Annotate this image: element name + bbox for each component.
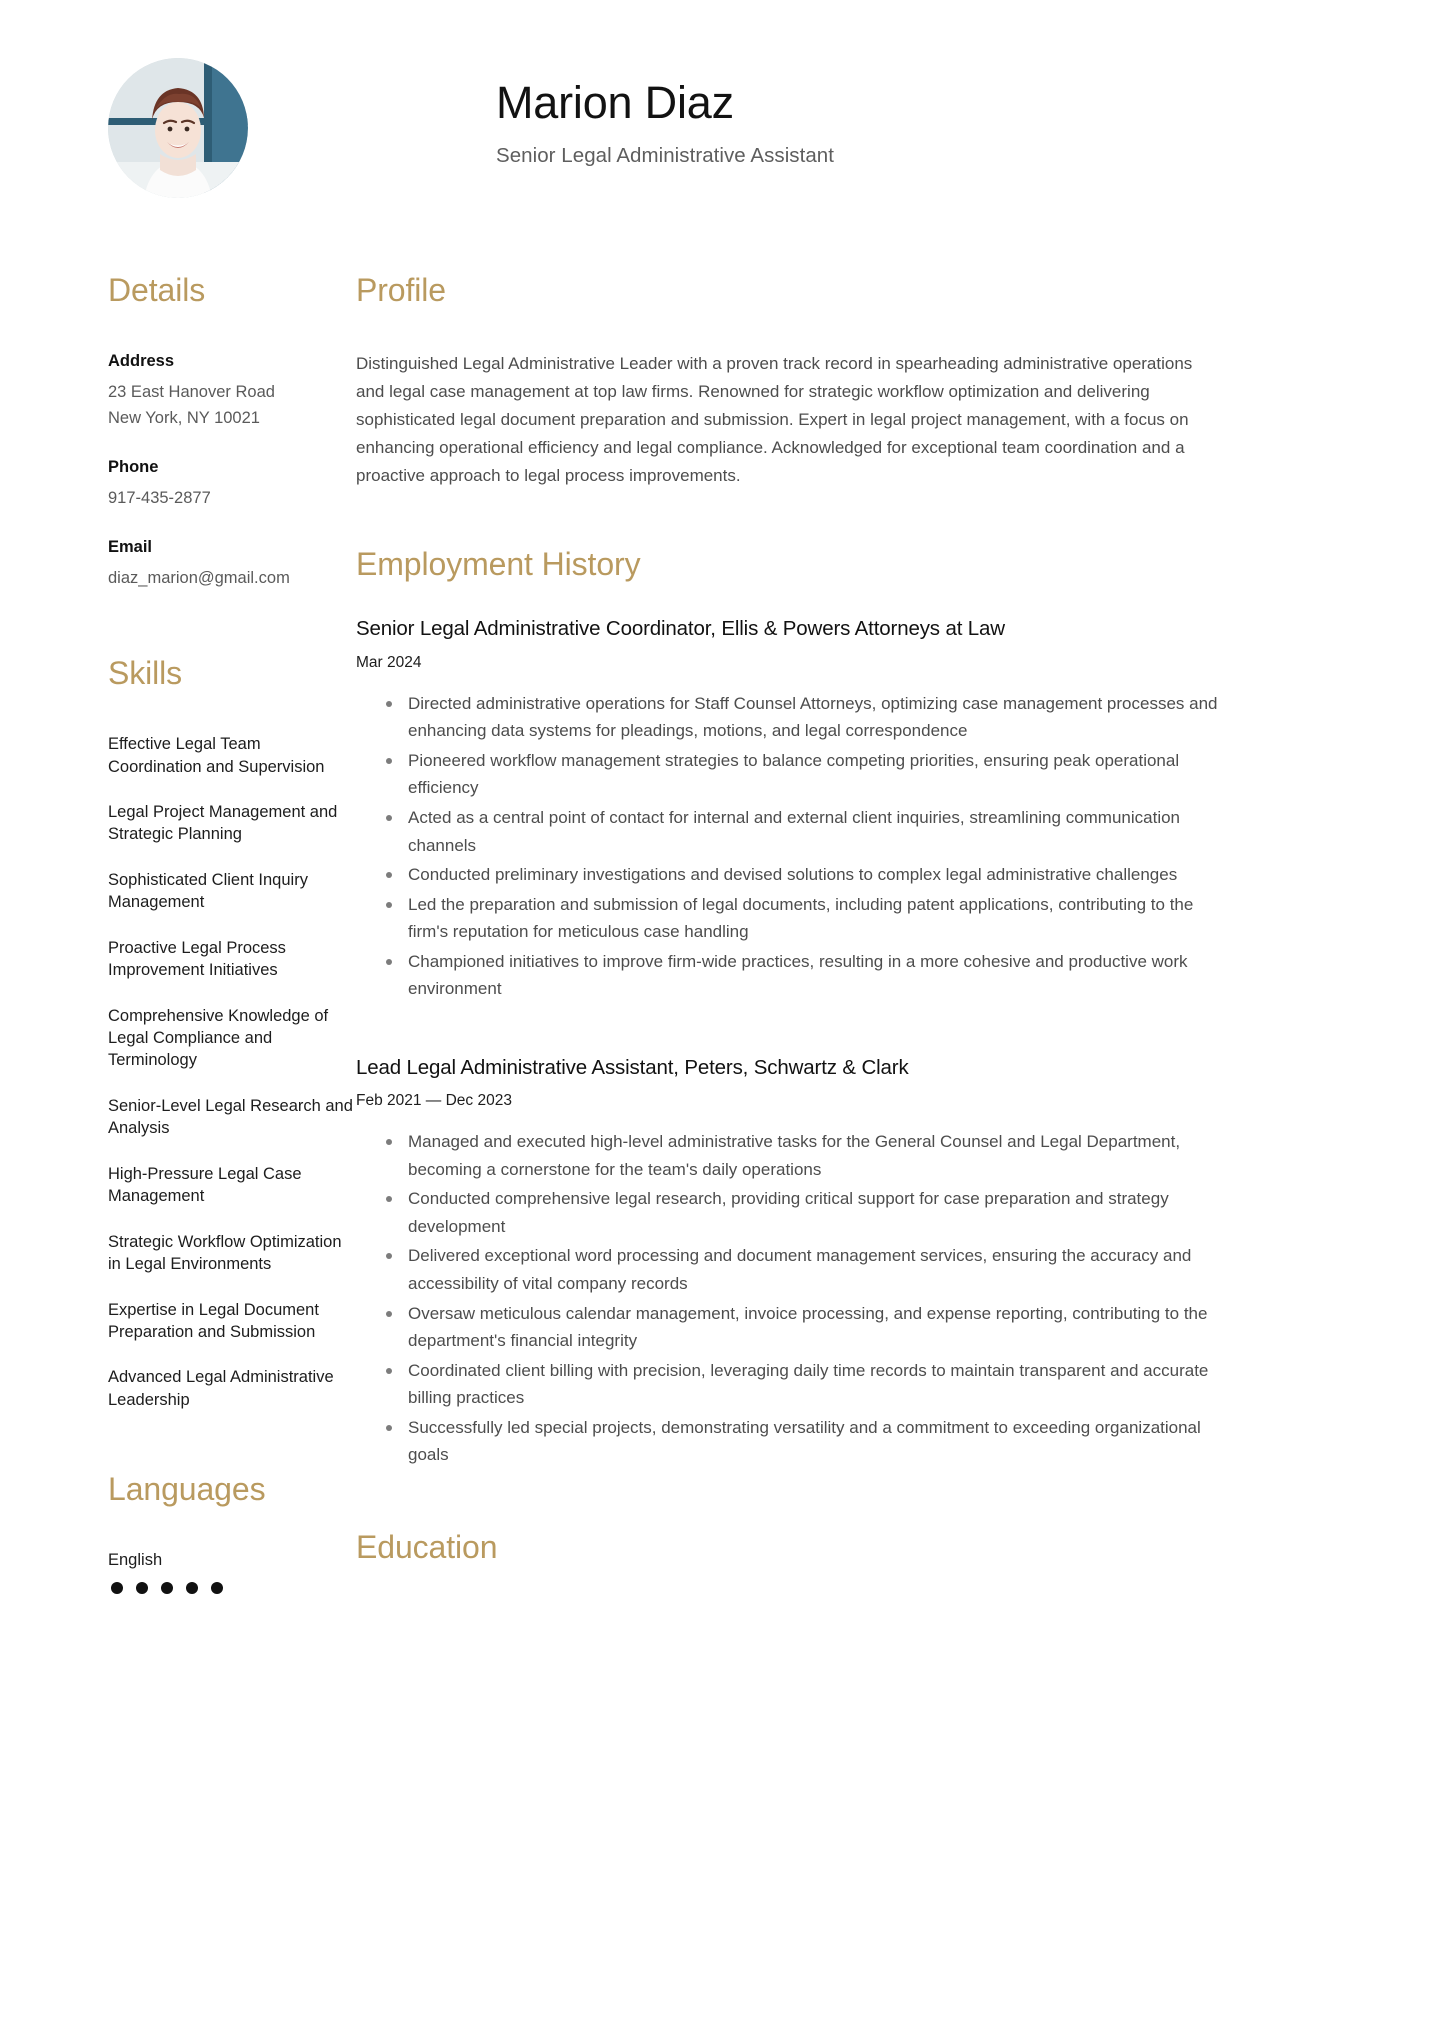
address-line-1: 23 East Hanover Road bbox=[108, 382, 275, 401]
page-title: Marion Diaz bbox=[496, 77, 734, 128]
job-bullet: Conducted preliminary investigations and devised solutions to complex legal administrative challenges bbox=[408, 861, 1218, 889]
profile-section-title: Profile bbox=[356, 272, 447, 308]
detail-address bbox=[108, 352, 356, 432]
languages-section-title: Languages bbox=[108, 1471, 266, 1508]
detail-value bbox=[108, 379, 356, 432]
job-bullet: Coordinated client billing with precision, leveraging daily time records to maintain transparent and accurate billing practices bbox=[408, 1357, 1218, 1412]
avatar bbox=[108, 58, 248, 198]
proficiency-dot bbox=[136, 1582, 148, 1594]
details-list bbox=[108, 352, 356, 592]
job-bullet: Managed and executed high-level administrative tasks for the General Counsel and Legal Department, becoming a cornerstone for the team's daily operations bbox=[408, 1128, 1218, 1183]
job-bullet: Oversaw meticulous calendar management, invoice processing, and expense reporting, contributing to the department's financial integrity bbox=[408, 1300, 1218, 1355]
skill-item: Legal Project Management and Strategic Planning bbox=[108, 802, 338, 844]
job-bullet: Championed initiatives to improve firm-wide practices, resulting in a more cohesive and productive work environment bbox=[408, 948, 1218, 1003]
job-bullet: Conducted comprehensive legal research, providing critical support for case preparation and strategy development bbox=[408, 1185, 1218, 1240]
header-text bbox=[496, 58, 834, 168]
proficiency-dot bbox=[161, 1582, 173, 1594]
proficiency-dot bbox=[211, 1582, 223, 1594]
skill-item: High-Pressure Legal Case Management bbox=[108, 1164, 302, 1206]
skill-item: Comprehensive Knowledge of Legal Compliance and Terminology bbox=[108, 1006, 329, 1070]
detail-label: Email bbox=[108, 537, 153, 556]
proficiency-dot bbox=[111, 1582, 123, 1594]
job-bullet: Led the preparation and submission of legal documents, including patent applications, contributing to the firm's reputation for meticulous case handling bbox=[408, 891, 1218, 946]
detail-label: Address bbox=[108, 351, 175, 370]
detail-email bbox=[108, 538, 356, 592]
address-line-2: New York, NY 10021 bbox=[108, 409, 260, 428]
job-bullet: Acted as a central point of contact for internal and external client inquiries, streamlining communication channels bbox=[408, 804, 1218, 859]
detail-label: Phone bbox=[108, 458, 159, 477]
skill-item: Strategic Workflow Optimization in Legal Environments bbox=[108, 1232, 342, 1274]
language-name: English bbox=[108, 1550, 163, 1569]
resume-header bbox=[0, 48, 1440, 198]
detail-phone bbox=[108, 458, 356, 512]
details-section-title: Details bbox=[108, 272, 206, 308]
job-bullet: Successfully led special projects, demonstrating versatility and a commitment to exceeding organizational goals bbox=[408, 1414, 1218, 1469]
employment-entry bbox=[356, 617, 1218, 1002]
job-dates: Feb 2021 — Dec 2023 bbox=[356, 1092, 512, 1110]
skill-item: Sophisticated Client Inquiry Management bbox=[108, 870, 308, 912]
proficiency-dot bbox=[186, 1582, 198, 1594]
languages-list bbox=[108, 1551, 356, 1594]
job-heading: Senior Legal Administrative Coordinator, Ellis & Powers Attorneys at Law bbox=[356, 617, 1005, 641]
profile-text: Distinguished Legal Administrative Leader with a proven track record in spearheading administrative operations and legal case management at top law firms. Renowned for strategic workflow optimization and delivering sophisticated legal document preparation and submission. Expert in legal project management, with a focus on enhancing operational efficiency and legal compliance. Acknowledged for exceptional team coordination and a proactive approach to legal process improvements. bbox=[356, 353, 1193, 486]
skill-item: Advanced Legal Administrative Leadership bbox=[108, 1368, 334, 1409]
language-level-dots bbox=[108, 1582, 356, 1594]
job-heading: Lead Legal Administrative Assistant, Peters, Schwartz & Clark bbox=[356, 1055, 909, 1079]
job-bullets bbox=[356, 1128, 1218, 1468]
skill-item: Effective Legal Team Coordination and Supervision bbox=[108, 735, 325, 776]
language-item bbox=[108, 1551, 356, 1594]
detail-value: diaz_marion@gmail.com bbox=[108, 568, 290, 587]
sidebar bbox=[108, 274, 356, 1594]
skills-section-title: Skills bbox=[108, 655, 183, 692]
main-content bbox=[356, 274, 1390, 1594]
detail-value: 917-435-2877 bbox=[108, 489, 211, 508]
job-bullet: Delivered exceptional word processing and document management services, ensuring the accuracy and accessibility of vital company records bbox=[408, 1242, 1218, 1297]
skill-item: Senior-Level Legal Research and Analysis bbox=[108, 1096, 353, 1138]
header-job-title: Senior Legal Administrative Assistant bbox=[496, 143, 834, 167]
employment-entry bbox=[356, 1056, 1218, 1469]
resume-body bbox=[0, 274, 1440, 1594]
skill-item: Proactive Legal Process Improvement Initiatives bbox=[108, 938, 286, 980]
skill-item: Expertise in Legal Document Preparation and Submission bbox=[108, 1300, 319, 1341]
job-bullet: Pioneered workflow management strategies to balance competing priorities, ensuring peak operational efficiency bbox=[408, 747, 1218, 802]
job-dates: Mar 2024 bbox=[356, 653, 422, 671]
job-bullet: Directed administrative operations for Staff Counsel Attorneys, optimizing case management processes and enhancing data systems for pleadings, motions, and legal correspondence bbox=[408, 690, 1218, 745]
employment-section-title: Employment History bbox=[356, 545, 641, 582]
education-section-title: Education bbox=[356, 1528, 498, 1565]
job-bullets bbox=[356, 690, 1218, 1003]
skills-list bbox=[108, 733, 356, 1411]
